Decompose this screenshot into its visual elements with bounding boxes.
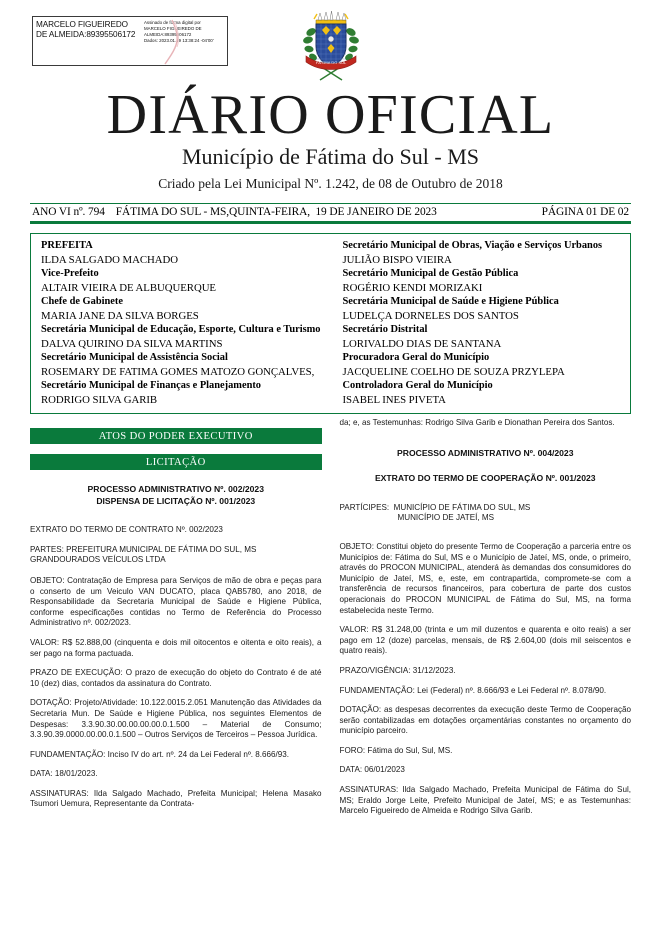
official-name: LORIVALDO DIAS DE SANTANA <box>342 338 502 350</box>
official-role: Secretária Municipal de Educação, Esporte, Cultura e Turismo <box>41 324 321 335</box>
process-heading-line-1: PROCESSO ADMINISTRATIVO Nº. 002/2023 <box>87 484 264 494</box>
participants-line-1: PARTÍCIPES: MUNICÍPIO DE FÁTIMA DO SUL, MS <box>339 502 531 512</box>
signature-detail-line-2: MARCELO FIGUEIREDO DE <box>144 26 202 32</box>
dotacao-paragraph: DOTAÇÃO: as despesas decorrentes da execução deste Termo de Cooperação serão contabilizadas em dotações orçamentárias constantes no orçamento do município parceiro. <box>339 705 631 736</box>
participants-line-2: MUNICÍPIO DE JATEÍ, MS <box>397 513 495 523</box>
objeto-paragraph: OBJETO: Contratação de Empresa para Serviços de mão de obra e peças para o conserto de um Veiculo VAN DUCATO, placa QAB5780, ano 2018, de Responsabilidade da Secretaria Municipal de Saúde e Higiene Pública, conforme especificações contidas no Termo de Referência do Processo Administrativo nº. 002/2023. <box>30 575 322 628</box>
section-banner-executive-acts: ATOS DO PODER EXECUTIVO <box>30 428 322 444</box>
data-paragraph: DATA: 18/01/2023. <box>30 769 98 779</box>
edition-info: ANO VI nº. 794 FÁTIMA DO SUL - MS,QUINTA-FEIRA, 19 DE JANEIRO DE 2023 <box>32 206 437 218</box>
officials-left-column <box>35 239 331 407</box>
continuation-paragraph: da; e, as Testemunhas: Rodrigo Silva Garib e Dionathan Pereira dos Santos. <box>339 418 615 427</box>
official-name: MARIA JANE DA SILVA BORGES <box>41 310 199 322</box>
official-name: ROGÉRIO KENDI MORIZAKI <box>342 282 483 294</box>
dotacao-paragraph: DOTAÇÃO: Projeto/Atividade: 10.122.0015.2.051 Manutenção das Atividades da Secretaria Mun. De Saúde e Higiene Pública, nos seguintes Elementos de Despesas: 3.3.90.30.00.00.00.00.0.1.500 – Material de Consumo; 3.3.90.39.0000.00.00.0.1.500 – Outros Serviços de Terceiros – Pessoa Jurídica. <box>30 698 322 740</box>
official-name: ILDA SALGADO MACHADO <box>41 254 178 266</box>
parties-line-2: GRANDOURADOS VEÍCULOS LTDA <box>30 555 166 565</box>
official-name: RODRIGO SILVA GARIB <box>41 394 158 406</box>
official-role: Secretário Municipal de Finanças e Planejamento <box>41 380 262 391</box>
official-role: Secretário Municipal de Gestão Pública <box>342 268 519 279</box>
official-role: Chefe de Gabinete <box>41 296 123 307</box>
section-banner-licitacao: LICITAÇÃO <box>30 454 322 470</box>
official-name: DALVA QUIRINO DA SILVA MARTINS <box>41 338 223 350</box>
process-heading-line-2: DISPENSA DE LICITAÇÃO Nº. 001/2023 <box>96 495 256 506</box>
valor-paragraph: VALOR: R$ 52.888,00 (cinquenta e dois mil oitocentos e oitenta e oito reais), a ser pago na forma pactuada. <box>30 637 322 658</box>
official-name: ROSEMARY DE FATIMA GOMES MATOZO GONÇALVES, <box>41 366 315 378</box>
valor-paragraph: VALOR: R$ 31.248,00 (trinta e um mil duzentos e quarenta e oito reais) a ser pago em 12 (doze) parcelas, mensais, de R$ 2.604,00 (dois mil seiscentos e quatro reais). <box>339 625 631 656</box>
official-name: LUDELÇA DORNELES DOS SANTOS <box>342 310 519 322</box>
assinaturas-paragraph: ASSINATURAS: Ilda Salgado Machado, Prefeita Municipal de Fátima do Sul, MS; Eraldo Jorge Leite, Prefeito Municipal de Jateí, MS; e as Testemunhas: Marcelo Figueiredo de Almeida e Rodrigo Silva Garib. <box>339 785 631 816</box>
page-number: PÁGINA 01 DE 02 <box>541 206 629 218</box>
content-columns <box>30 418 631 826</box>
official-role: Procuradora Geral do Município <box>342 352 490 363</box>
official-role: Vice-Prefeito <box>41 268 99 279</box>
official-role: Secretária Municipal de Saúde e Higiene Pública <box>342 296 559 307</box>
official-role: Secretário Municipal de Obras, Viação e Serviços Urbanos <box>342 240 603 251</box>
process-heading: PROCESSO ADMINISTRATIVO Nº. 004/2023 <box>397 447 574 458</box>
official-name: ISABEL INES PIVETA <box>342 394 446 406</box>
svg-text:FÁTIMA DO SUL: FÁTIMA DO SUL <box>315 60 346 65</box>
official-name: ALTAIR VIEIRA DE ALBUQUERQUE <box>41 282 216 294</box>
official-role: PREFEITA <box>41 240 93 251</box>
officials-box <box>30 233 631 414</box>
cooperation-extract-heading: EXTRATO DO TERMO DE COOPERAÇÃO Nº. 001/2023 <box>374 473 596 484</box>
digital-signature-stamp <box>32 16 228 66</box>
prazo-vigencia-paragraph: PRAZO/VIGÊNCIA: 31/12/2023. <box>339 665 456 675</box>
foro-paragraph: FORO: Fátima do Sul, Sul, MS. <box>339 745 453 755</box>
prazo-paragraph: PRAZO DE EXECUÇÃO: O prazo de execução do objeto do Contrato é de até 10 (dez) dias, contados da assinatura do Contrato. <box>30 668 322 688</box>
official-name: JULIÃO BISPO VIEIRA <box>342 254 452 266</box>
masthead-subtitle: Município de Fátima do Sul - MS <box>182 144 479 169</box>
officials-right-column <box>331 239 627 407</box>
signature-detail-line-4: Dados: 2023.01.19 13:38:24 -04'00' <box>144 38 214 44</box>
official-role: Secretário Distrital <box>342 324 428 335</box>
official-name: JACQUELINE COELHO DE SOUZA PRZYLEPA <box>342 366 565 378</box>
page-title: DIÁRIO OFICIAL <box>106 84 555 146</box>
official-role: Controladora Geral do Município <box>342 380 493 391</box>
official-role: Secretário Municipal de Assistência Social <box>41 352 228 363</box>
parties-line-1: PARTES: PREFEITURA MUNICIPAL DE FÁTIMA DO SUL, MS <box>30 544 257 554</box>
coat-of-arms-icon <box>294 0 368 84</box>
signature-detail-line-1: Assinado de forma digital por <box>144 20 201 25</box>
signature-detail-line-3: ALMEIDA:89395506172 <box>144 32 192 38</box>
masthead-law-line: Criado pela Lei Municipal Nº. 1.242, de 08 de Outubro de 2018 <box>158 176 503 191</box>
assinaturas-paragraph: ASSINATURAS: Ilda Salgado Machado, Prefeita Municipal; Helena Masako Tsumori Uemura, Representante da Contrata- <box>30 788 322 809</box>
content-column-right <box>340 418 632 826</box>
objeto-paragraph: OBJETO: Constitui objeto do presente Termo de Cooperação a parceria entre os Municípios de: Fátima do Sul, MS e o Município de Jateí, MS, onde, o primeiro, através do PROCON MUNICIPAL, atenderá às demandas dos consumidores do Município de Jateí, MS, e, este, em contrapartida, compromete-se com a transferência de recursos financeiros, para cobertura de parte dos custos operacionais do PROCON MUNICIPAL de Fátima do Sul, MS, na forma estabelecida neste Termo. <box>339 541 631 615</box>
data-paragraph: DATA: 06/01/2023 <box>339 765 405 775</box>
signature-subject: MARCELO FIGUEIREDO DE ALMEIDA:89395506172 <box>36 20 136 40</box>
signature-details <box>141 17 227 65</box>
edition-bar <box>30 203 631 224</box>
contract-extract-label: EXTRATO DO TERMO DE CONTRATO Nº. 002/2023 <box>30 525 223 535</box>
fundamentacao-paragraph: FUNDAMENTAÇÃO: Lei (Federal) nº. 8.666/93 e Lei Federal nº. 8.078/90. <box>339 685 607 695</box>
fundamentacao-paragraph: FUNDAMENTAÇÃO: Inciso IV do art. nº. 24 da Lei Federal nº. 8.666/93. <box>30 749 290 759</box>
content-column-left <box>30 418 322 826</box>
